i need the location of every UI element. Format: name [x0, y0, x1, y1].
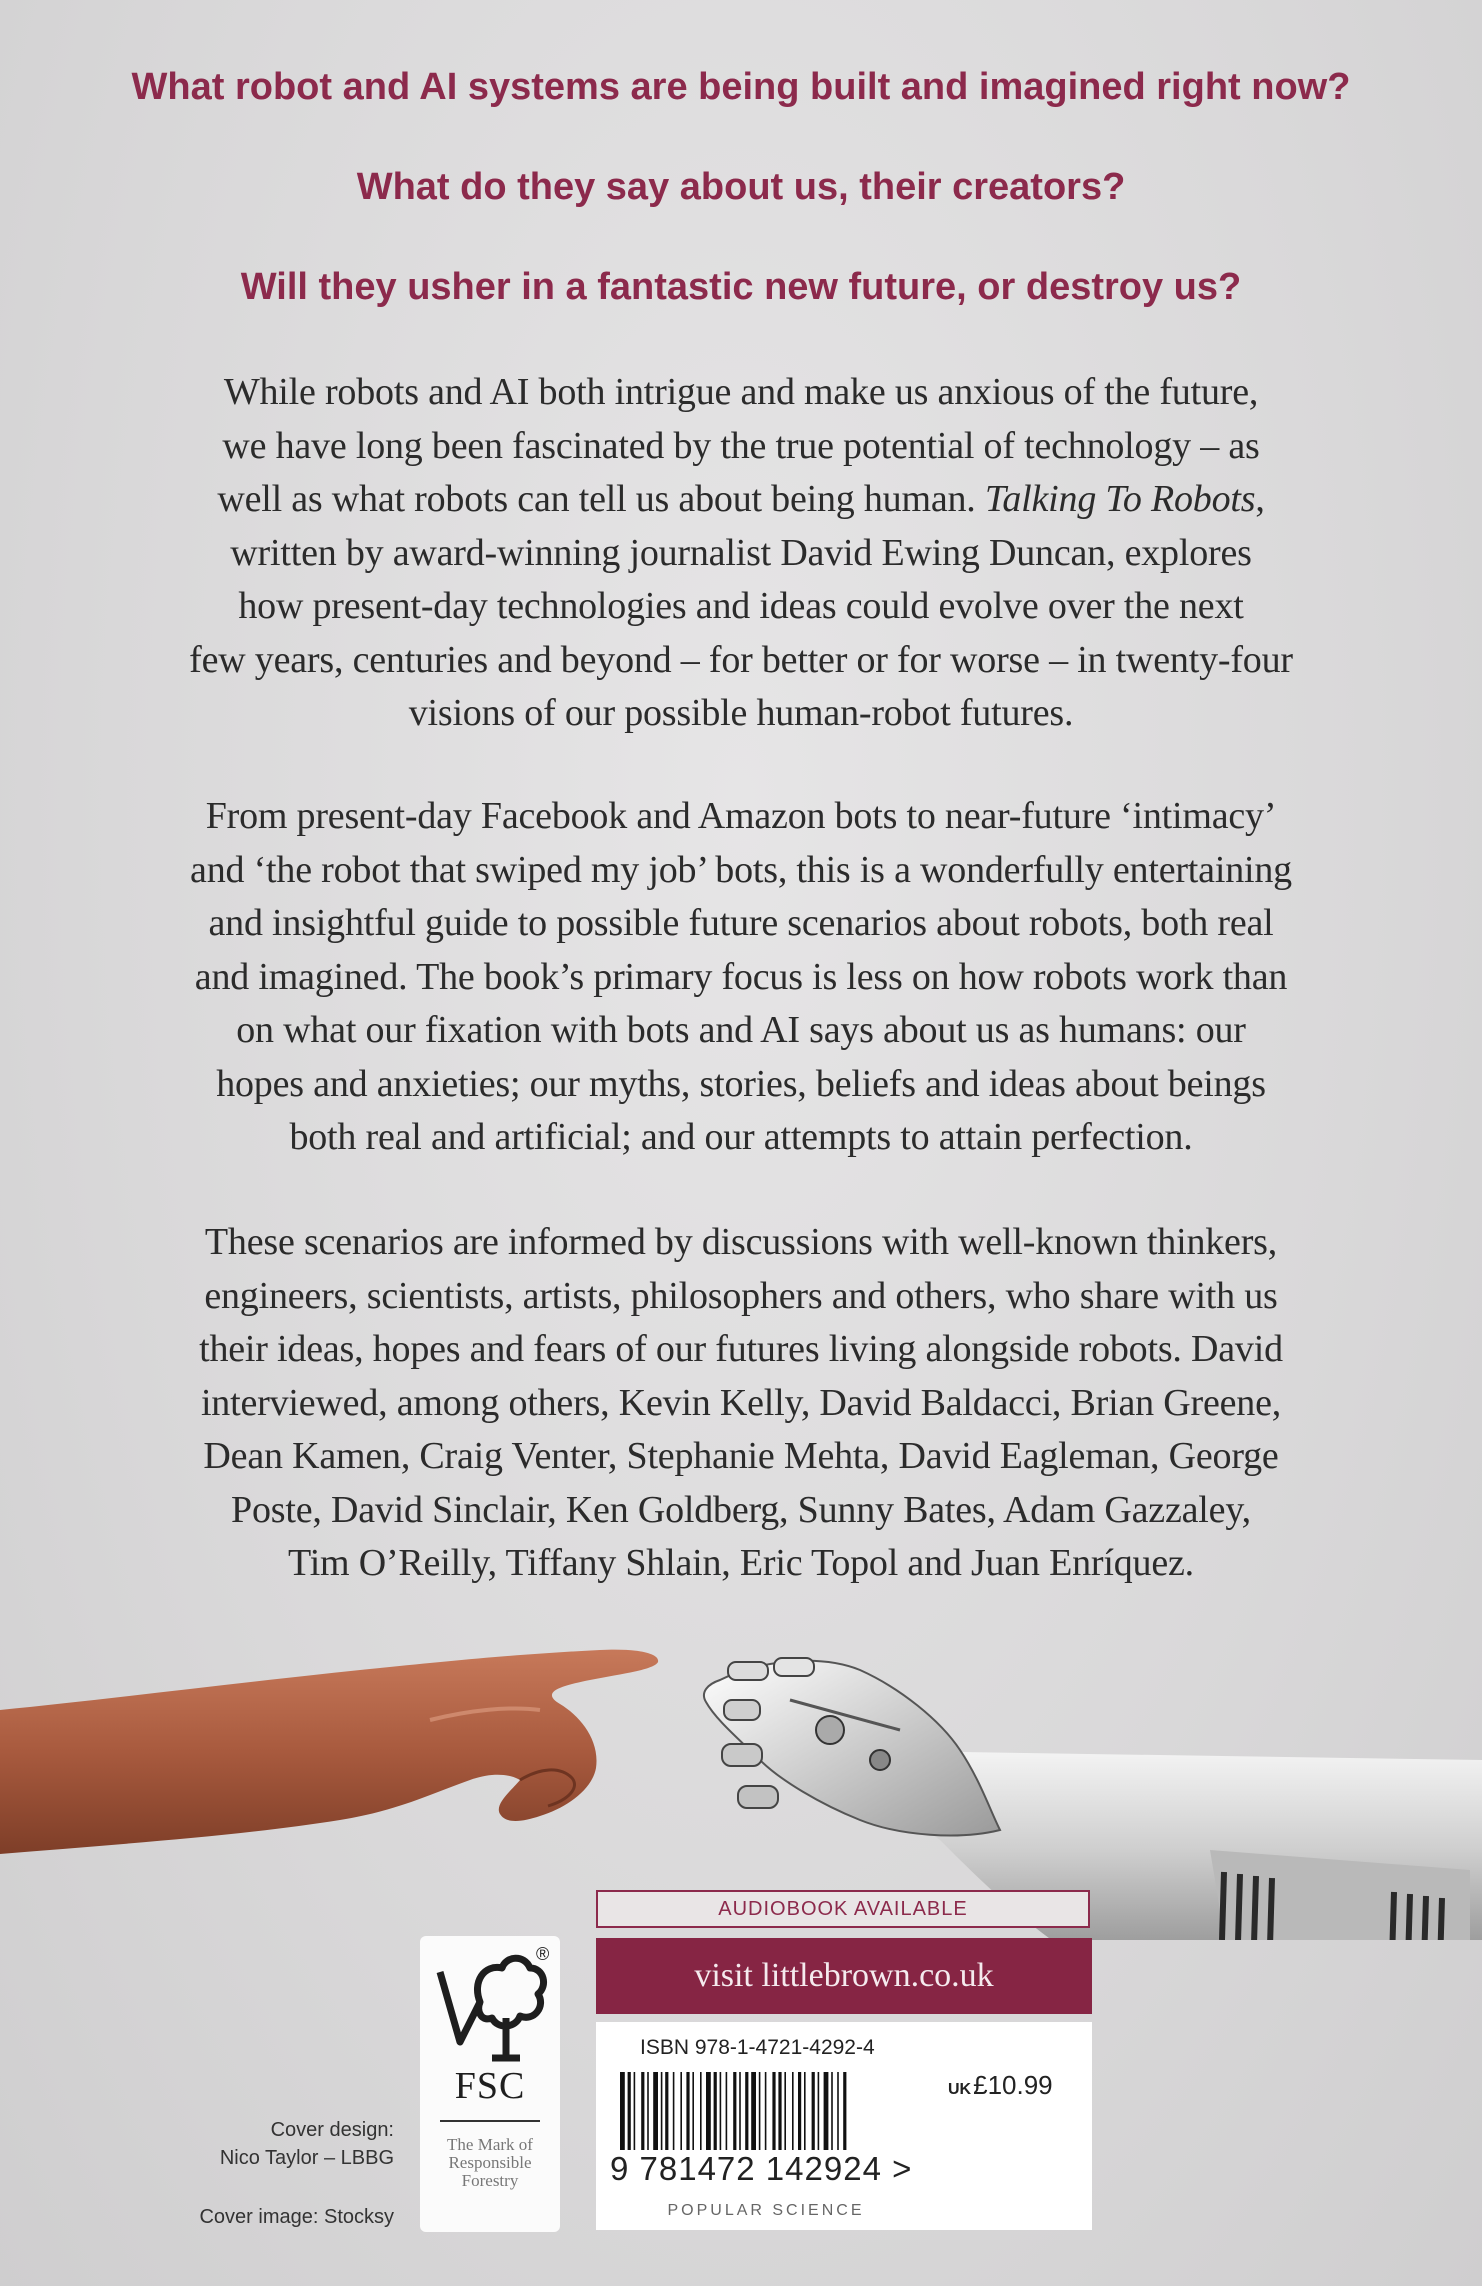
text-line: on what our fixation with bots and AI says about us as humans: our	[236, 1009, 1246, 1051]
text-line: From present-day Facebook and Amazon bots to near-future ‘intimacy’	[205, 795, 1277, 837]
fsc-tagline-line: The Mark of	[447, 2135, 533, 2154]
text-line: These scenarios are informed by discussions with well-known thinkers,	[204, 1221, 1278, 1263]
fsc-label: FSC	[454, 2065, 526, 2107]
text-line: Tim O’Reilly, Tiffany Shlain, Eric Topol and Juan Enríquez.	[288, 1542, 1194, 1584]
cover-image-credit: Cover image: Stocksy	[199, 2206, 394, 2228]
book-category: POPULAR SCIENCE	[667, 2202, 865, 2219]
barcode-icon	[616, 2072, 936, 2152]
text-line: interviewed, among others, Kevin Kelly, David Baldacci, Brian Greene,	[200, 1381, 1282, 1424]
description-paragraph-2	[110, 790, 1372, 1165]
text-line: few years, centuries and beyond – for better or for worse – in twenty-four	[189, 638, 1293, 681]
price-value: £10.99	[973, 2070, 1053, 2100]
text-line: both real and artificial; and our attempts to attain perfection.	[289, 1116, 1193, 1158]
text-line: While robots and AI both intrigue and make us anxious of the future,	[223, 371, 1259, 413]
fsc-divider	[440, 2120, 540, 2122]
website-banner: visit littlebrown.co.uk	[596, 1938, 1092, 2014]
barcode-panel	[596, 2022, 1092, 2230]
text-line: we have long been fascinated by the true potential of technology – as	[222, 424, 1260, 467]
cover-design-credit-name: Nico Taylor – LBBG	[219, 2147, 394, 2169]
headline-2: What do they say about us, their creators?	[356, 166, 1126, 208]
text-line: and imagined. The book’s primary focus is less on how robots work than	[194, 955, 1288, 998]
text-line: hopes and anxieties; our myths, stories, beliefs and ideas about beings	[216, 1062, 1266, 1105]
text-line: Dean Kamen, Craig Venter, Stephanie Mehta, David Eagleman, George	[203, 1435, 1279, 1477]
barcode-digits: 9 781472 142924 >	[610, 2150, 913, 2187]
text-segment: well as what robots can tell us about being human.	[217, 478, 985, 520]
text-line: Poste, David Sinclair, Ken Goldberg, Sunny Bates, Adam Gazzaley,	[231, 1488, 1251, 1531]
text-line: their ideas, hopes and fears of our futures living alongside robots. David	[199, 1328, 1283, 1370]
registered-mark: ®	[536, 1944, 550, 1964]
headline-1: What robot and AI systems are being built and imagined right now?	[131, 66, 1351, 108]
text-line: written by award-winning journalist David Ewing Duncan, explores	[230, 531, 1252, 574]
description-paragraph-1	[110, 366, 1372, 741]
price-region: UK	[948, 2081, 972, 2098]
book-title: Talking To Robots	[984, 478, 1256, 520]
text-line: how present-day technologies and ideas could evolve over the next	[238, 585, 1244, 627]
text-line: and insightful guide to possible future scenarios about robots, both real	[208, 902, 1274, 944]
human-hand	[0, 1650, 658, 1854]
text-line	[110, 473, 1372, 527]
text-line: engineers, scientists, artists, philosophers and others, who share with us	[204, 1274, 1278, 1317]
cover-design-credit-label: Cover design:	[270, 2119, 394, 2141]
text-line: and ‘the robot that swiped my job’ bots, this is a wonderfully entertaining	[190, 848, 1292, 891]
price	[948, 2070, 1053, 2101]
audiobook-available-label: AUDIOBOOK AVAILABLE	[596, 1890, 1090, 1928]
description-paragraph-3	[110, 1216, 1372, 1591]
fsc-tagline	[428, 2136, 552, 2190]
text-segment: ,	[1255, 478, 1265, 520]
isbn-number: ISBN 978-1-4721-4292-4	[640, 2036, 875, 2059]
text-line: visions of our possible human-robot futures.	[408, 692, 1074, 734]
fsc-tagline-line: Forestry	[461, 2171, 519, 2190]
fsc-logo	[420, 1936, 560, 2232]
headline-3: Will they usher in a fantastic new future, or destroy us?	[240, 266, 1242, 308]
fsc-tagline-line: Responsible	[448, 2153, 532, 2172]
